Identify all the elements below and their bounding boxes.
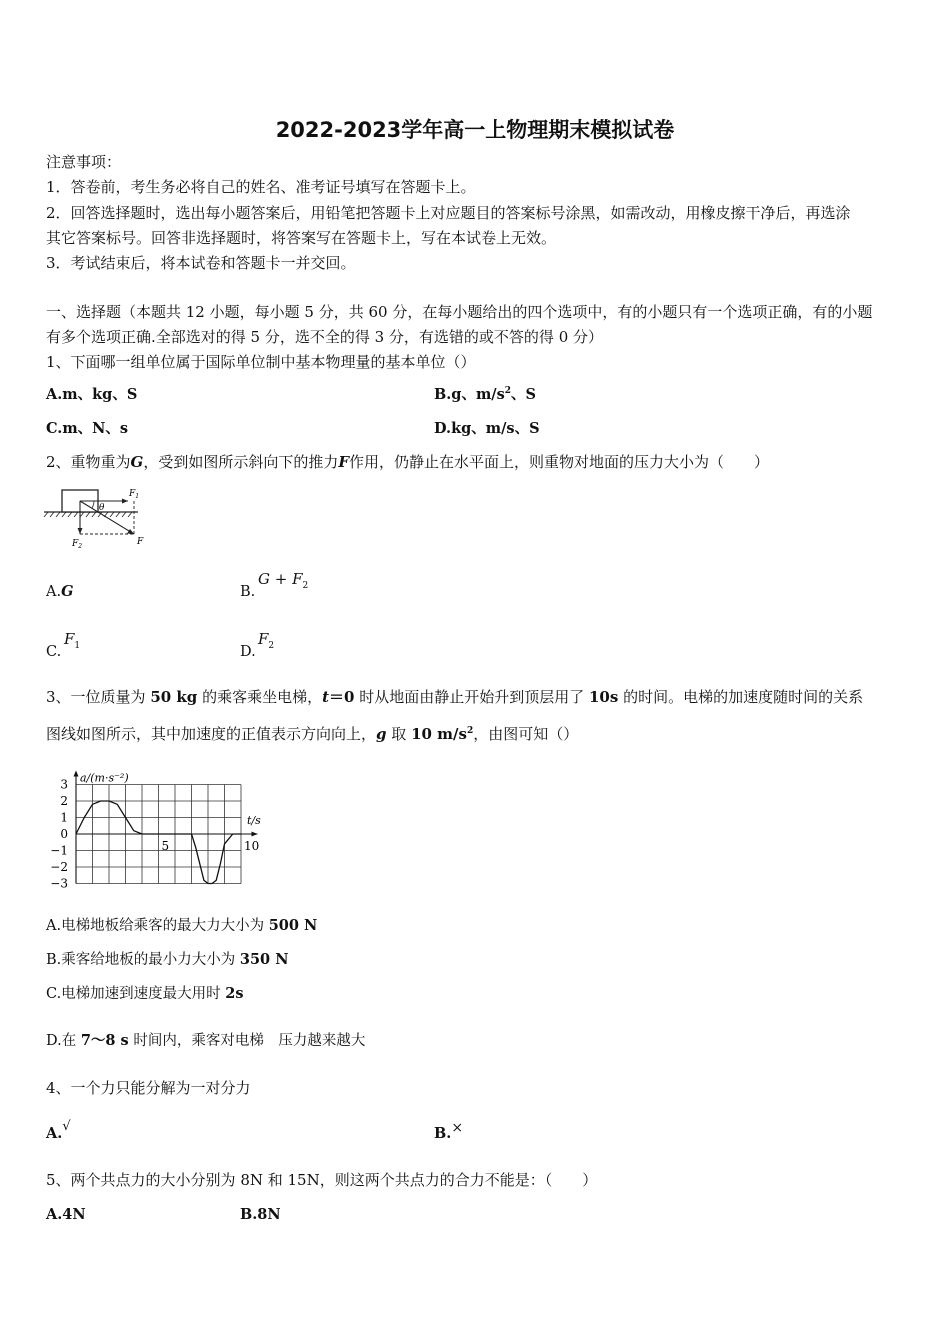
notice-heading: 注意事项： [46, 153, 122, 171]
notice-item-2-line-1: 2．回答选择题时，选出每小题答案后，用铅笔把答题卡上对应题目的答案标号涂黑，如需改动，用橡皮擦干净后，再选涂 [46, 204, 851, 222]
ground-hatching [44, 512, 132, 517]
y-tick-label: −1 [50, 843, 68, 858]
notice-item-3: 3．考试结束后，将本试卷和答题卡一并交回。 [46, 254, 356, 272]
f-label: F [137, 537, 144, 547]
y-tick-label: −3 [50, 876, 68, 891]
question-2-option-d-label: D. [240, 644, 256, 660]
question-3-option-d: D.在 7～8 s 时间内，乘客对电梯 压力越来越大 [46, 1032, 366, 1049]
x-axis-arrowhead [252, 832, 258, 837]
section-1-header-line-2: 有多个选项正确.全部选对的得 5 分，选不全的得 3 分，有选错的或不答的得 0 分） [46, 328, 604, 346]
y-tick-label: 1 [60, 810, 68, 825]
cross-mark-icon: × [451, 1120, 464, 1136]
question-1-option-d: D.kg、m/s、S [434, 420, 540, 437]
check-mark-icon: √ [62, 1119, 71, 1134]
question-2-option-d-value: $F_2$ [258, 630, 275, 651]
section-1-header-line-1: 一、选择题（本题共 12 小题，每小题 5 分，共 60 分，在每小题给出的四个选项中，有的小题只有一个选项正确，有的小题 [46, 303, 873, 321]
question-1-stem: 1、下面哪一组单位属于国际单位制中基本物理量的基本单位（） [46, 353, 476, 371]
x-tick-label: 10 [244, 839, 260, 853]
question-1-option-a: A.m、kg、S [46, 386, 138, 403]
x-tick-label: 5 [161, 839, 170, 853]
y-tick-label: 2 [60, 794, 68, 808]
f2-label: $F_2$ [72, 539, 83, 550]
y-tick-label: 3 [60, 777, 68, 792]
page-title: 2022-2023学年高一上物理期末模拟试卷 [275, 118, 675, 142]
question-1-option-b: B.g、$m/s^2$、S [434, 386, 536, 403]
question-4-option-a: A.√ [46, 1119, 71, 1142]
acceleration-time-chart [44, 756, 274, 896]
f-arrow [80, 501, 134, 534]
notice-item-1: 1．答卷前，考生务必将自己的姓名、准考证号填写在答题卡上。 [46, 178, 476, 196]
question-3-stem-line-1: 3、一位质量为 50 kg 的乘客乘坐电梯，t＝0 时从地面由静止开始升到顶层用了 10s 的时间。电梯的加速度随时间的关系 [46, 688, 864, 706]
question-3-option-c: C.电梯加速到速度最大用时 2s [46, 985, 244, 1002]
question-4-option-b: B.× [434, 1120, 464, 1142]
y-axis-label: a/(m·s⁻²) [80, 771, 129, 785]
question-3-stem-line-2: 图线如图所示，其中加速度的正值表示方向向上，g 取 10 $m/s^2$，由图可知（） [46, 725, 579, 743]
question-1-option-c: C.m、N、s [46, 420, 129, 437]
question-2-option-c-label: C. [46, 644, 62, 660]
question-3-option-b: B.乘客给地板的最小力大小为 350 N [46, 951, 289, 968]
question-2-option-b-label: B. [240, 584, 256, 600]
question-5-stem: 5、两个共点力的大小分别为 8N 和 15N，则这两个共点力的合力不能是：（ ） [46, 1171, 598, 1189]
f1-label: $F_1$ [129, 489, 140, 500]
question-2-option-a: A.G [46, 583, 74, 600]
x-axis-label: t/s [247, 814, 261, 827]
force-diagram [42, 482, 152, 552]
y-axis-arrowhead [74, 771, 79, 777]
question-2-stem: 2、重物重为G，受到如图所示斜向下的推力F作用，仍静止在水平面上，则重物对地面的压力大小为（ ） [46, 453, 770, 471]
notice-item-2-line-2: 其它答案标号。回答非选择题时，将答案写在答题卡上，写在本试卷上无效。 [46, 229, 557, 247]
y-tick-label: 0 [60, 827, 68, 841]
question-3-option-a: A.电梯地板给乘客的最大力大小为 500 N [46, 917, 318, 934]
question-5-option-a: A.4N [46, 1206, 86, 1223]
y-tick-label: −2 [50, 860, 68, 874]
question-4-stem: 4、一个力只能分解为一对分力 [46, 1079, 251, 1097]
question-5-option-b: B.8N [240, 1206, 281, 1223]
theta-label: θ [99, 503, 105, 513]
question-2-option-c-value: $F_1$ [64, 630, 81, 651]
question-2-option-b-value: $G + F_2$ [258, 570, 309, 591]
